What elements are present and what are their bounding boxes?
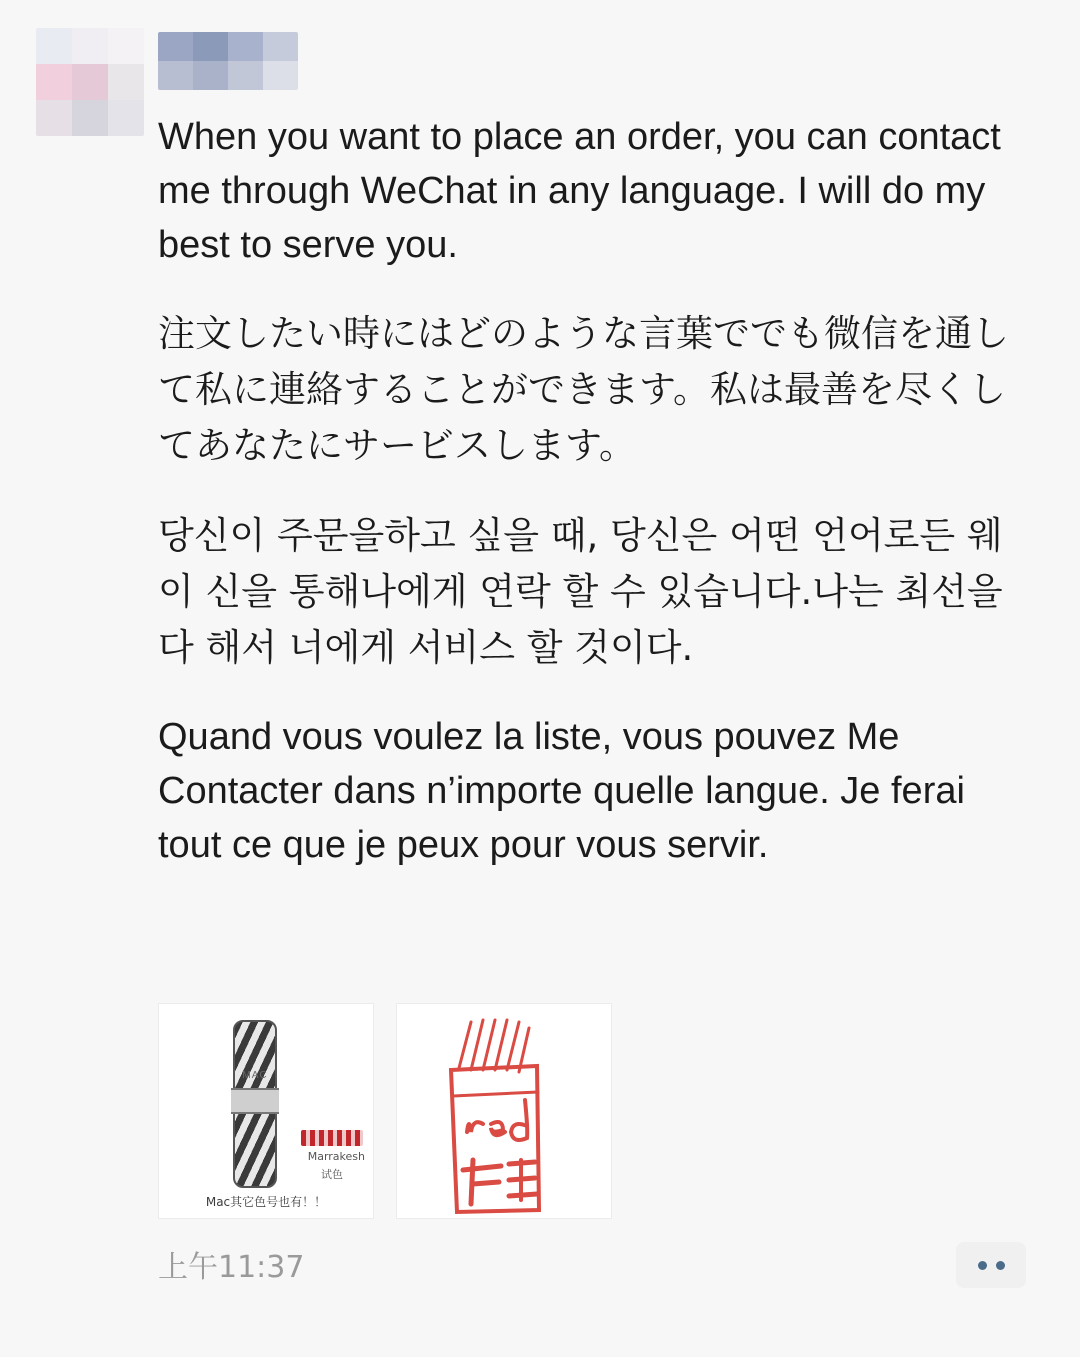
avatar[interactable] — [36, 28, 144, 136]
post-text — [158, 110, 1038, 906]
moments-post — [28, 18, 1052, 1338]
paragraph-ko: 당신이 주문을하고 싶을 때, 당신은 어떤 언어로든 웨이 신을 통해나에게 연락 할 수 있습니다.나는 최선을다 해서 너에게 서비스 할 것이다. — [158, 514, 1003, 669]
paragraph-ja: 注文したい時にはどのような言葉ででも微信を通して私に連絡することができます。私は最善を尽くしてあなたにサービスします。 — [158, 312, 1009, 467]
lipstick-shade-label: Marrakesh — [307, 1150, 365, 1163]
post-image-grid — [158, 1003, 612, 1219]
red-sketch-drawing — [397, 1004, 611, 1218]
image-bottom-caption: Mac其它色号也有！！ — [205, 1195, 327, 1209]
more-actions-button[interactable] — [956, 1242, 1026, 1288]
post-image-lipstick[interactable] — [158, 1003, 374, 1219]
two-dots-icon — [996, 1261, 1005, 1270]
paragraph-fr: Quand vous voulez la liste, vous pouvez Me Contacter dans n’importe quelle langue. Je ferai tout ce que je peux pour vous servir. — [158, 716, 965, 866]
lipstick-brand-label: MAC — [242, 1070, 268, 1081]
post-footer — [158, 1246, 1038, 1294]
two-dots-icon — [978, 1261, 987, 1270]
swatch-stroke — [301, 1130, 363, 1146]
post-image-sketch[interactable] — [396, 1003, 612, 1219]
lipstick-band — [231, 1088, 279, 1114]
swatch-caption: 试色 — [321, 1168, 343, 1181]
post-timestamp: 上午11:37 — [158, 1250, 305, 1285]
author-name-redacted[interactable] — [158, 32, 298, 90]
paragraph-en: When you want to place an order, you can contact me through WeChat in any language. I will do my best to serve you. — [158, 116, 1001, 266]
